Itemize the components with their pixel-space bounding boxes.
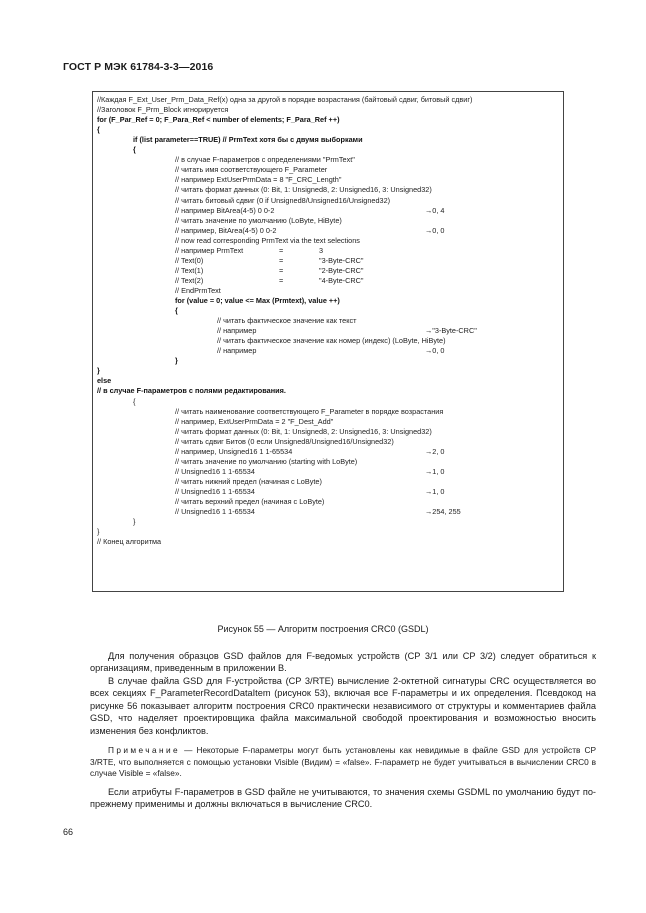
code-line	[175, 236, 360, 246]
paragraph-3	[90, 786, 596, 811]
pseudocode-figure	[92, 91, 564, 592]
code-text: // читать сдвиг Битов (0 если Unsigned8/Unsigned16/Unsigned32)	[175, 436, 394, 446]
code-line	[175, 417, 333, 427]
code-text: }	[97, 527, 100, 537]
code-text: {	[133, 396, 136, 406]
code-line	[175, 437, 394, 447]
code-result: →2, 0	[425, 446, 445, 456]
code-result: 3	[319, 245, 324, 255]
paragraph-2-text: В случае файла GSD для F-устройства (CP 3/RTE) вычисление 2-октетной сигнатуры CRC осуществляется во всех секциях F_ParameterRecordDataItem (рисунок 53), включая все F-параметры и их определения. Псевдокод на рисунке 56 показывает алгоритм построения CRC0 практически независимого от структуры и комментариев файла GSD, что наделяет проектировщика файла максимальной свободой проектирования и возможностью вносить изменения без конфликтов.	[90, 676, 596, 736]
code-result: "3-Byte-CRC"	[319, 255, 364, 265]
note-paragraph	[90, 745, 596, 780]
code-text: // Конец алгоритма	[97, 537, 162, 547]
code-line	[133, 135, 363, 145]
code-line	[175, 275, 364, 286]
code-text: {	[97, 125, 100, 135]
code-text: // например BitArea(4-5) 0 0-2	[175, 205, 275, 215]
code-text: if (list parameter==TRUE) // PrmText хотя бы с двумя выборками	[133, 135, 363, 145]
code-result: →0, 0	[425, 346, 445, 356]
code-text: // Unsigned16 1 1-65534	[175, 486, 255, 496]
code-line	[175, 155, 355, 165]
code-text: // в случае F-параметров с полями редактирования.	[97, 386, 286, 396]
code-text: {	[175, 306, 178, 316]
code-text: // например	[217, 346, 257, 356]
figure-caption: Рисунок 55 — Алгоритм построения CRC0 (GSDL)	[217, 624, 429, 634]
paragraph-1-text: Для получения образцов GSD файлов для F-ведомых устройств (CP 3/1 или CP 3/2) следует обратиться к организациям, приведенным в приложении В.	[90, 651, 596, 674]
note-label: Примечание	[108, 745, 181, 755]
code-line	[97, 95, 472, 105]
document-header: ГОСТ Р МЭК 61784-3-3—2016	[63, 61, 214, 73]
code-text: // EndPrmText	[175, 285, 221, 295]
code-line	[175, 185, 432, 195]
code-line	[97, 537, 161, 547]
code-line	[217, 316, 357, 326]
code-line	[217, 346, 445, 356]
code-text: }	[175, 356, 178, 366]
code-line	[97, 386, 286, 396]
code-line	[133, 145, 136, 155]
code-line	[175, 245, 324, 256]
code-line	[175, 205, 445, 216]
code-text: {	[133, 145, 136, 155]
code-text: //Каждая F_Ext_User_Prm_Data_Ref(x) одна за другой в порядке возрастания (байтовый сдвиг, битовый сдвиг)	[97, 95, 473, 104]
code-text: // читать верхний предел (начиная с LoByte)	[175, 497, 325, 506]
code-result: →"3-Byte-CRC"	[425, 326, 477, 336]
code-line	[175, 216, 342, 226]
code-text: // например	[217, 326, 257, 336]
code-line	[175, 196, 390, 206]
code-text: for (F_Par_Ref = 0; F_Para_Ref < number of elements; F_Para_Ref ++)	[97, 115, 340, 125]
code-text: for (value = 0; value <= Max (Prmtext), value ++)	[175, 296, 340, 305]
code-line	[175, 477, 322, 487]
page-number: 66	[63, 827, 74, 837]
code-line	[97, 105, 228, 115]
code-result: →1, 0	[425, 466, 445, 476]
code-line	[175, 497, 324, 507]
code-result: →254, 255	[425, 507, 461, 517]
code-line	[175, 446, 445, 457]
code-equals: =	[279, 255, 284, 265]
code-text: // Text(1)	[175, 265, 204, 275]
code-line	[175, 486, 445, 497]
code-result: →0, 4	[425, 205, 445, 215]
code-text: // читать наименование соответствующего F_Parameter в порядке возрастания	[175, 406, 444, 416]
code-text: // например, BitArea(4-5) 0 0-2	[175, 225, 277, 235]
code-text: // читать фактическое значение как номер (индекс) (LoByte, HiByte)	[217, 336, 446, 346]
code-text: // Unsigned16 1 1-65534	[175, 466, 255, 476]
code-text: }	[97, 366, 100, 376]
code-text: // Text(0)	[175, 255, 204, 265]
code-result: →0, 0	[425, 225, 445, 235]
code-text: // now read corresponding PrmText via the text selections	[175, 235, 360, 245]
code-text: // читать значение по умолчанию (starting with LoByte)	[175, 456, 358, 466]
code-text: // читать битовый сдвиг (0 if Unsigned8/Unsigned16/Unsigned32)	[175, 195, 391, 205]
code-line	[217, 336, 446, 346]
code-line	[175, 427, 432, 437]
code-line	[175, 265, 364, 276]
code-text: // например ExtUserPrmData = 8 "F_CRC_Length"	[175, 175, 342, 185]
code-result: →1, 0	[425, 486, 445, 496]
code-equals: =	[279, 275, 284, 285]
code-text: // читать значение по умолчанию (LoByte, HiByte)	[175, 215, 342, 225]
code-line	[175, 175, 341, 185]
code-text: // например, ExtUserPrmData = 2 "F_Dest_Add"	[175, 416, 334, 426]
code-text: // читать формат данных (0: Bit, 1: Unsigned8, 2: Unsigned16, 3: Unsigned32)	[175, 426, 432, 436]
code-line	[175, 296, 340, 306]
code-line	[175, 466, 445, 477]
code-equals: =	[279, 265, 284, 275]
code-line	[175, 286, 221, 296]
paragraph-3-text: Если атрибуты F-параметров в GSD файле не учитываются, то значения схемы GSDML по умолчанию будут по-прежнему применимы и должны включаться в вычисление CRC0.	[90, 787, 596, 810]
code-text: // например PrmText	[175, 245, 244, 255]
code-line	[97, 376, 111, 386]
code-line	[133, 397, 135, 407]
paragraph-1	[90, 650, 596, 675]
paragraph-2	[90, 675, 596, 737]
code-result: "2-Byte-CRC"	[319, 265, 364, 275]
code-line	[97, 125, 100, 135]
code-text: // в случае F-параметров с определениями "PrmText"	[175, 155, 355, 165]
code-result: "4-Byte-CRC"	[319, 275, 364, 285]
code-line	[175, 306, 178, 316]
code-line	[175, 507, 461, 517]
code-line	[217, 326, 477, 336]
code-line	[175, 356, 178, 366]
code-text: else	[97, 376, 112, 386]
code-line	[175, 457, 357, 467]
code-text: // Text(2)	[175, 275, 204, 285]
code-line	[175, 225, 445, 236]
code-text: //Заголовок F_Prm_Block игнорируется	[97, 105, 229, 115]
code-text: }	[133, 517, 136, 527]
code-text: // читать фактическое значение как текст	[217, 316, 357, 326]
code-text: // читать нижний предел (начиная с LoByte)	[175, 476, 322, 486]
code-text: // например, Unsigned16 1 1-65534	[175, 446, 293, 456]
code-text: // Unsigned16 1 1-65534	[175, 507, 255, 517]
code-line	[97, 527, 99, 537]
code-text: // читать формат данных (0: Bit, 1: Unsigned8, 2: Unsigned16, 3: Unsigned32)	[175, 185, 432, 195]
code-line	[175, 407, 443, 417]
code-line	[97, 366, 100, 376]
note-text: — Некоторые F-параметры могут быть установлены как невидимые в файле GSD для устройств CP 3/RTE, что выполняется с помощью установки Visible (Видим) = «false». F-параметр не будет учитываться в вычислении CRC0 в случае Visible = «false».	[90, 745, 596, 779]
code-text: // читать имя соответствующего F_Parameter	[175, 165, 328, 175]
code-equals: =	[279, 245, 284, 255]
code-line	[175, 255, 364, 266]
code-line	[97, 115, 340, 125]
code-line	[175, 165, 327, 175]
code-line	[133, 517, 135, 527]
